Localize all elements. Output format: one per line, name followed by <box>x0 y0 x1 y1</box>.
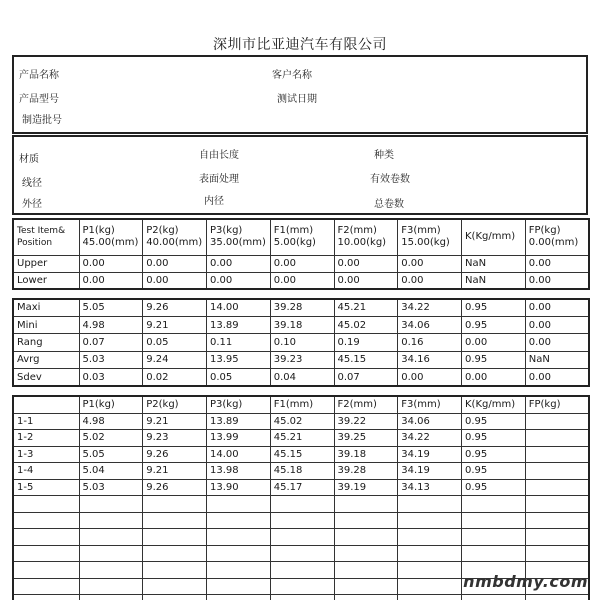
table-cell <box>398 512 462 529</box>
table-cell: 45.21 <box>270 430 334 447</box>
wire-diameter-label: 线径 <box>22 178 42 189</box>
table-cell <box>398 562 462 579</box>
table-cell: 0.00 <box>525 334 589 351</box>
header-cell: F1(mm) <box>270 396 334 413</box>
surface-treatment-label: 表面处理 <box>199 174 239 185</box>
table-cell: 0.00 <box>143 255 207 272</box>
table-cell: 13.98 <box>207 463 271 480</box>
table-cell <box>207 529 271 546</box>
table-cell: Lower <box>13 272 79 289</box>
table-cell <box>207 595 271 600</box>
table-cell: NaN <box>462 255 526 272</box>
table-cell: 0.00 <box>525 255 589 272</box>
material-label: 材质 <box>19 154 39 165</box>
header-line: P1(kg) <box>82 225 115 237</box>
table-cell <box>13 529 79 546</box>
table-cell: 0.07 <box>334 369 398 386</box>
table-cell: 0.00 <box>270 255 334 272</box>
table-cell: 45.02 <box>270 413 334 430</box>
table-cell <box>143 545 207 562</box>
table-cell: 0.19 <box>334 334 398 351</box>
table-cell <box>13 496 79 513</box>
table-row <box>13 351 589 368</box>
header-line: 5.00(kg) <box>273 237 316 249</box>
table-cell: 1-4 <box>13 463 79 480</box>
table-cell: 9.21 <box>143 316 207 333</box>
table-cell: 0.00 <box>334 272 398 289</box>
table-cell: 0.95 <box>462 430 526 447</box>
table-cell: 39.18 <box>270 316 334 333</box>
table-cell: 9.26 <box>143 479 207 496</box>
table-cell: 0.00 <box>79 272 143 289</box>
table-cell <box>525 512 589 529</box>
table-cell: 5.05 <box>79 446 143 463</box>
table-row <box>13 255 589 272</box>
table-cell <box>143 496 207 513</box>
header-cell: F2(mm) <box>334 396 398 413</box>
table-cell: 0.00 <box>334 255 398 272</box>
table-cell: 1-2 <box>13 430 79 447</box>
table-cell: NaN <box>462 272 526 289</box>
header-cell <box>270 219 334 255</box>
table-cell <box>143 578 207 595</box>
table-cell: 0.00 <box>462 369 526 386</box>
table-cell: 0.95 <box>462 446 526 463</box>
table-cell <box>525 463 589 480</box>
table-cell <box>462 595 526 600</box>
header-line: 15.00(kg) <box>401 237 450 249</box>
table-cell: 0.00 <box>398 272 462 289</box>
table-cell: 13.90 <box>207 479 271 496</box>
table-cell <box>334 578 398 595</box>
header-line: 45.00(mm) <box>82 237 139 249</box>
product-name-label: 产品名称 <box>19 70 59 81</box>
table-cell: 45.15 <box>270 446 334 463</box>
table-cell <box>462 512 526 529</box>
table-cell: 39.18 <box>334 446 398 463</box>
table-cell <box>79 595 143 600</box>
table-cell: 0.16 <box>398 334 462 351</box>
table-cell: 34.19 <box>398 463 462 480</box>
table-row <box>13 463 589 480</box>
table-cell: 5.03 <box>79 479 143 496</box>
table-row <box>13 430 589 447</box>
empty-row <box>13 595 589 600</box>
table-cell <box>207 562 271 579</box>
table-cell: 9.26 <box>143 299 207 316</box>
table-cell: 13.89 <box>207 316 271 333</box>
table-cell <box>270 562 334 579</box>
table-cell: 5.05 <box>79 299 143 316</box>
table-cell: 14.00 <box>207 446 271 463</box>
table-cell <box>334 562 398 579</box>
header-line: Test Item& <box>17 226 66 237</box>
header-line: P2(kg) <box>146 225 179 237</box>
header-line: F3(mm) <box>401 225 441 237</box>
table-cell: Avrg <box>13 351 79 368</box>
customer-name-label: 客户名称 <box>272 70 312 81</box>
table-cell: 9.21 <box>143 413 207 430</box>
header-line: 40.00(mm) <box>146 237 203 249</box>
test-date-label: 测试日期 <box>277 94 317 105</box>
table-cell <box>525 413 589 430</box>
table-cell <box>270 512 334 529</box>
header-line: 35.00(mm) <box>210 237 266 249</box>
product-model-label: 产品型号 <box>19 94 59 105</box>
table-cell <box>334 512 398 529</box>
table-cell <box>525 479 589 496</box>
empty-row <box>13 512 589 529</box>
header-line: 0.00(mm) <box>528 237 579 249</box>
table-cell: 0.00 <box>525 299 589 316</box>
table-cell: 34.06 <box>398 316 462 333</box>
table-cell <box>207 578 271 595</box>
watermark: nmbdmy.com <box>463 572 588 591</box>
empty-row <box>13 496 589 513</box>
header-cell: K(Kg/mm) <box>462 396 526 413</box>
table-cell: 0.07 <box>79 334 143 351</box>
header-cell <box>143 219 207 255</box>
table-cell <box>13 578 79 595</box>
table-cell: Mini <box>13 316 79 333</box>
table-cell <box>143 562 207 579</box>
table-cell <box>79 578 143 595</box>
table-cell: 0.00 <box>207 272 271 289</box>
table-cell: 5.02 <box>79 430 143 447</box>
table-cell: NaN <box>525 351 589 368</box>
empty-row <box>13 545 589 562</box>
table-cell <box>525 430 589 447</box>
table-cell <box>525 545 589 562</box>
table-cell: Sdev <box>13 369 79 386</box>
table-cell <box>270 595 334 600</box>
table-cell: 0.00 <box>462 334 526 351</box>
table-row <box>13 334 589 351</box>
table-cell: 45.17 <box>270 479 334 496</box>
table-row <box>13 446 589 463</box>
table-cell: 0.00 <box>525 369 589 386</box>
table-cell: 13.95 <box>207 351 271 368</box>
table-cell <box>79 512 143 529</box>
table-cell: 0.04 <box>270 369 334 386</box>
table-cell: 14.00 <box>207 299 271 316</box>
table-cell: 1-5 <box>13 479 79 496</box>
table-cell <box>334 545 398 562</box>
table-cell: 45.15 <box>334 351 398 368</box>
inner-diameter-label: 内径 <box>204 196 224 207</box>
header-cell: P1(kg) <box>79 396 143 413</box>
table-cell: 39.28 <box>270 299 334 316</box>
header-line: 10.00(kg) <box>337 237 387 249</box>
table-cell: 0.00 <box>398 369 462 386</box>
table-cell <box>13 545 79 562</box>
table-cell: 45.21 <box>334 299 398 316</box>
table-cell <box>270 578 334 595</box>
table-cell: 0.00 <box>525 272 589 289</box>
table-cell: 0.02 <box>143 369 207 386</box>
table-cell <box>143 512 207 529</box>
table-cell: 0.11 <box>207 334 271 351</box>
table-cell <box>13 512 79 529</box>
table-cell: 0.95 <box>462 299 526 316</box>
table-cell <box>398 529 462 546</box>
table-cell: 4.98 <box>79 316 143 333</box>
table-cell: 5.04 <box>79 463 143 480</box>
table-cell: 34.19 <box>398 446 462 463</box>
table-cell: 0.95 <box>462 479 526 496</box>
table-cell <box>525 529 589 546</box>
table-cell: 9.24 <box>143 351 207 368</box>
header-cell <box>462 219 526 255</box>
table-cell <box>207 496 271 513</box>
table-cell: 0.00 <box>79 255 143 272</box>
table-cell: 0.00 <box>398 255 462 272</box>
type-label: 种类 <box>374 150 394 161</box>
spec-limits-table <box>12 218 590 290</box>
table-cell: Maxi <box>13 299 79 316</box>
table-row <box>13 299 589 316</box>
table-cell: 39.22 <box>334 413 398 430</box>
table-cell <box>462 496 526 513</box>
table-cell: 0.00 <box>270 272 334 289</box>
table-cell <box>270 496 334 513</box>
table-cell: 34.06 <box>398 413 462 430</box>
table-cell: 34.22 <box>398 430 462 447</box>
table-cell <box>13 562 79 579</box>
table-cell: 9.26 <box>143 446 207 463</box>
table-cell: 0.03 <box>79 369 143 386</box>
table-cell <box>270 545 334 562</box>
table-cell: 39.23 <box>270 351 334 368</box>
header-cell: P3(kg) <box>207 396 271 413</box>
table-row <box>13 316 589 333</box>
header-cell <box>525 219 589 255</box>
header-line: P3(kg) <box>210 225 243 237</box>
header-line: K(Kg/mm) <box>465 231 516 243</box>
table-cell: 0.10 <box>270 334 334 351</box>
free-length-label: 自由长度 <box>199 150 239 161</box>
table-cell: 0.05 <box>143 334 207 351</box>
table-cell <box>462 545 526 562</box>
table-cell <box>334 496 398 513</box>
table-cell: 13.89 <box>207 413 271 430</box>
table-cell <box>79 529 143 546</box>
header-cell <box>13 396 79 413</box>
table-cell: 1-3 <box>13 446 79 463</box>
header-cell <box>79 219 143 255</box>
header-line: Position <box>17 238 53 249</box>
table-cell: 0.95 <box>462 413 526 430</box>
table-row <box>13 413 589 430</box>
table-cell <box>13 595 79 600</box>
table-cell <box>143 529 207 546</box>
header-cell <box>398 219 462 255</box>
table-cell: 5.03 <box>79 351 143 368</box>
table-cell: 45.02 <box>334 316 398 333</box>
table-cell: 4.98 <box>79 413 143 430</box>
table-row <box>13 479 589 496</box>
table-cell: 39.28 <box>334 463 398 480</box>
table-cell <box>398 578 462 595</box>
table-cell: 39.19 <box>334 479 398 496</box>
outer-diameter-label: 外径 <box>22 199 42 210</box>
table-cell: 0.00 <box>525 316 589 333</box>
table-header-row <box>13 396 589 413</box>
table-cell <box>207 512 271 529</box>
table-row <box>13 272 589 289</box>
table-cell: 9.21 <box>143 463 207 480</box>
table-cell <box>462 529 526 546</box>
table-row <box>13 369 589 386</box>
table-cell: 0.05 <box>207 369 271 386</box>
table-cell: 34.13 <box>398 479 462 496</box>
header-cell <box>13 219 79 255</box>
empty-row <box>13 529 589 546</box>
total-coils-label: 总卷数 <box>374 199 404 210</box>
table-cell <box>525 496 589 513</box>
spring-spec-section <box>12 135 588 215</box>
product-info-section <box>12 55 588 134</box>
table-cell: Upper <box>13 255 79 272</box>
table-cell <box>79 562 143 579</box>
table-cell: 0.95 <box>462 463 526 480</box>
table-cell <box>270 529 334 546</box>
header-line: FP(kg) <box>528 225 561 237</box>
table-cell: 39.25 <box>334 430 398 447</box>
statistics-table <box>12 298 590 387</box>
header-cell: P2(kg) <box>143 396 207 413</box>
header-line: F1(mm) <box>273 225 314 237</box>
table-cell <box>334 529 398 546</box>
header-cell <box>334 219 398 255</box>
table-cell: 0.00 <box>143 272 207 289</box>
header-cell: FP(kg) <box>525 396 589 413</box>
table-cell: 34.22 <box>398 299 462 316</box>
table-cell: 0.95 <box>462 316 526 333</box>
table-cell: 13.99 <box>207 430 271 447</box>
table-cell <box>398 496 462 513</box>
table-cell <box>525 595 589 600</box>
table-cell <box>525 446 589 463</box>
table-cell: 0.95 <box>462 351 526 368</box>
table-cell <box>398 545 462 562</box>
batch-no-label: 制造批号 <box>22 115 62 126</box>
measurement-data-table <box>12 395 590 600</box>
table-cell: 34.16 <box>398 351 462 368</box>
table-cell: Rang <box>13 334 79 351</box>
table-cell <box>79 545 143 562</box>
header-cell: F3(mm) <box>398 396 462 413</box>
table-header-row <box>13 219 589 255</box>
table-cell: 0.00 <box>207 255 271 272</box>
table-cell <box>207 545 271 562</box>
table-cell <box>334 595 398 600</box>
table-cell: 45.18 <box>270 463 334 480</box>
table-cell <box>79 496 143 513</box>
active-coils-label: 有效卷数 <box>370 174 410 185</box>
table-cell <box>398 595 462 600</box>
table-cell <box>143 595 207 600</box>
document-title: 深圳市比亚迪汽车有限公司 <box>213 37 387 53</box>
table-cell: 9.23 <box>143 430 207 447</box>
table-cell: 1-1 <box>13 413 79 430</box>
header-line: F2(mm) <box>337 225 377 237</box>
header-cell <box>207 219 271 255</box>
